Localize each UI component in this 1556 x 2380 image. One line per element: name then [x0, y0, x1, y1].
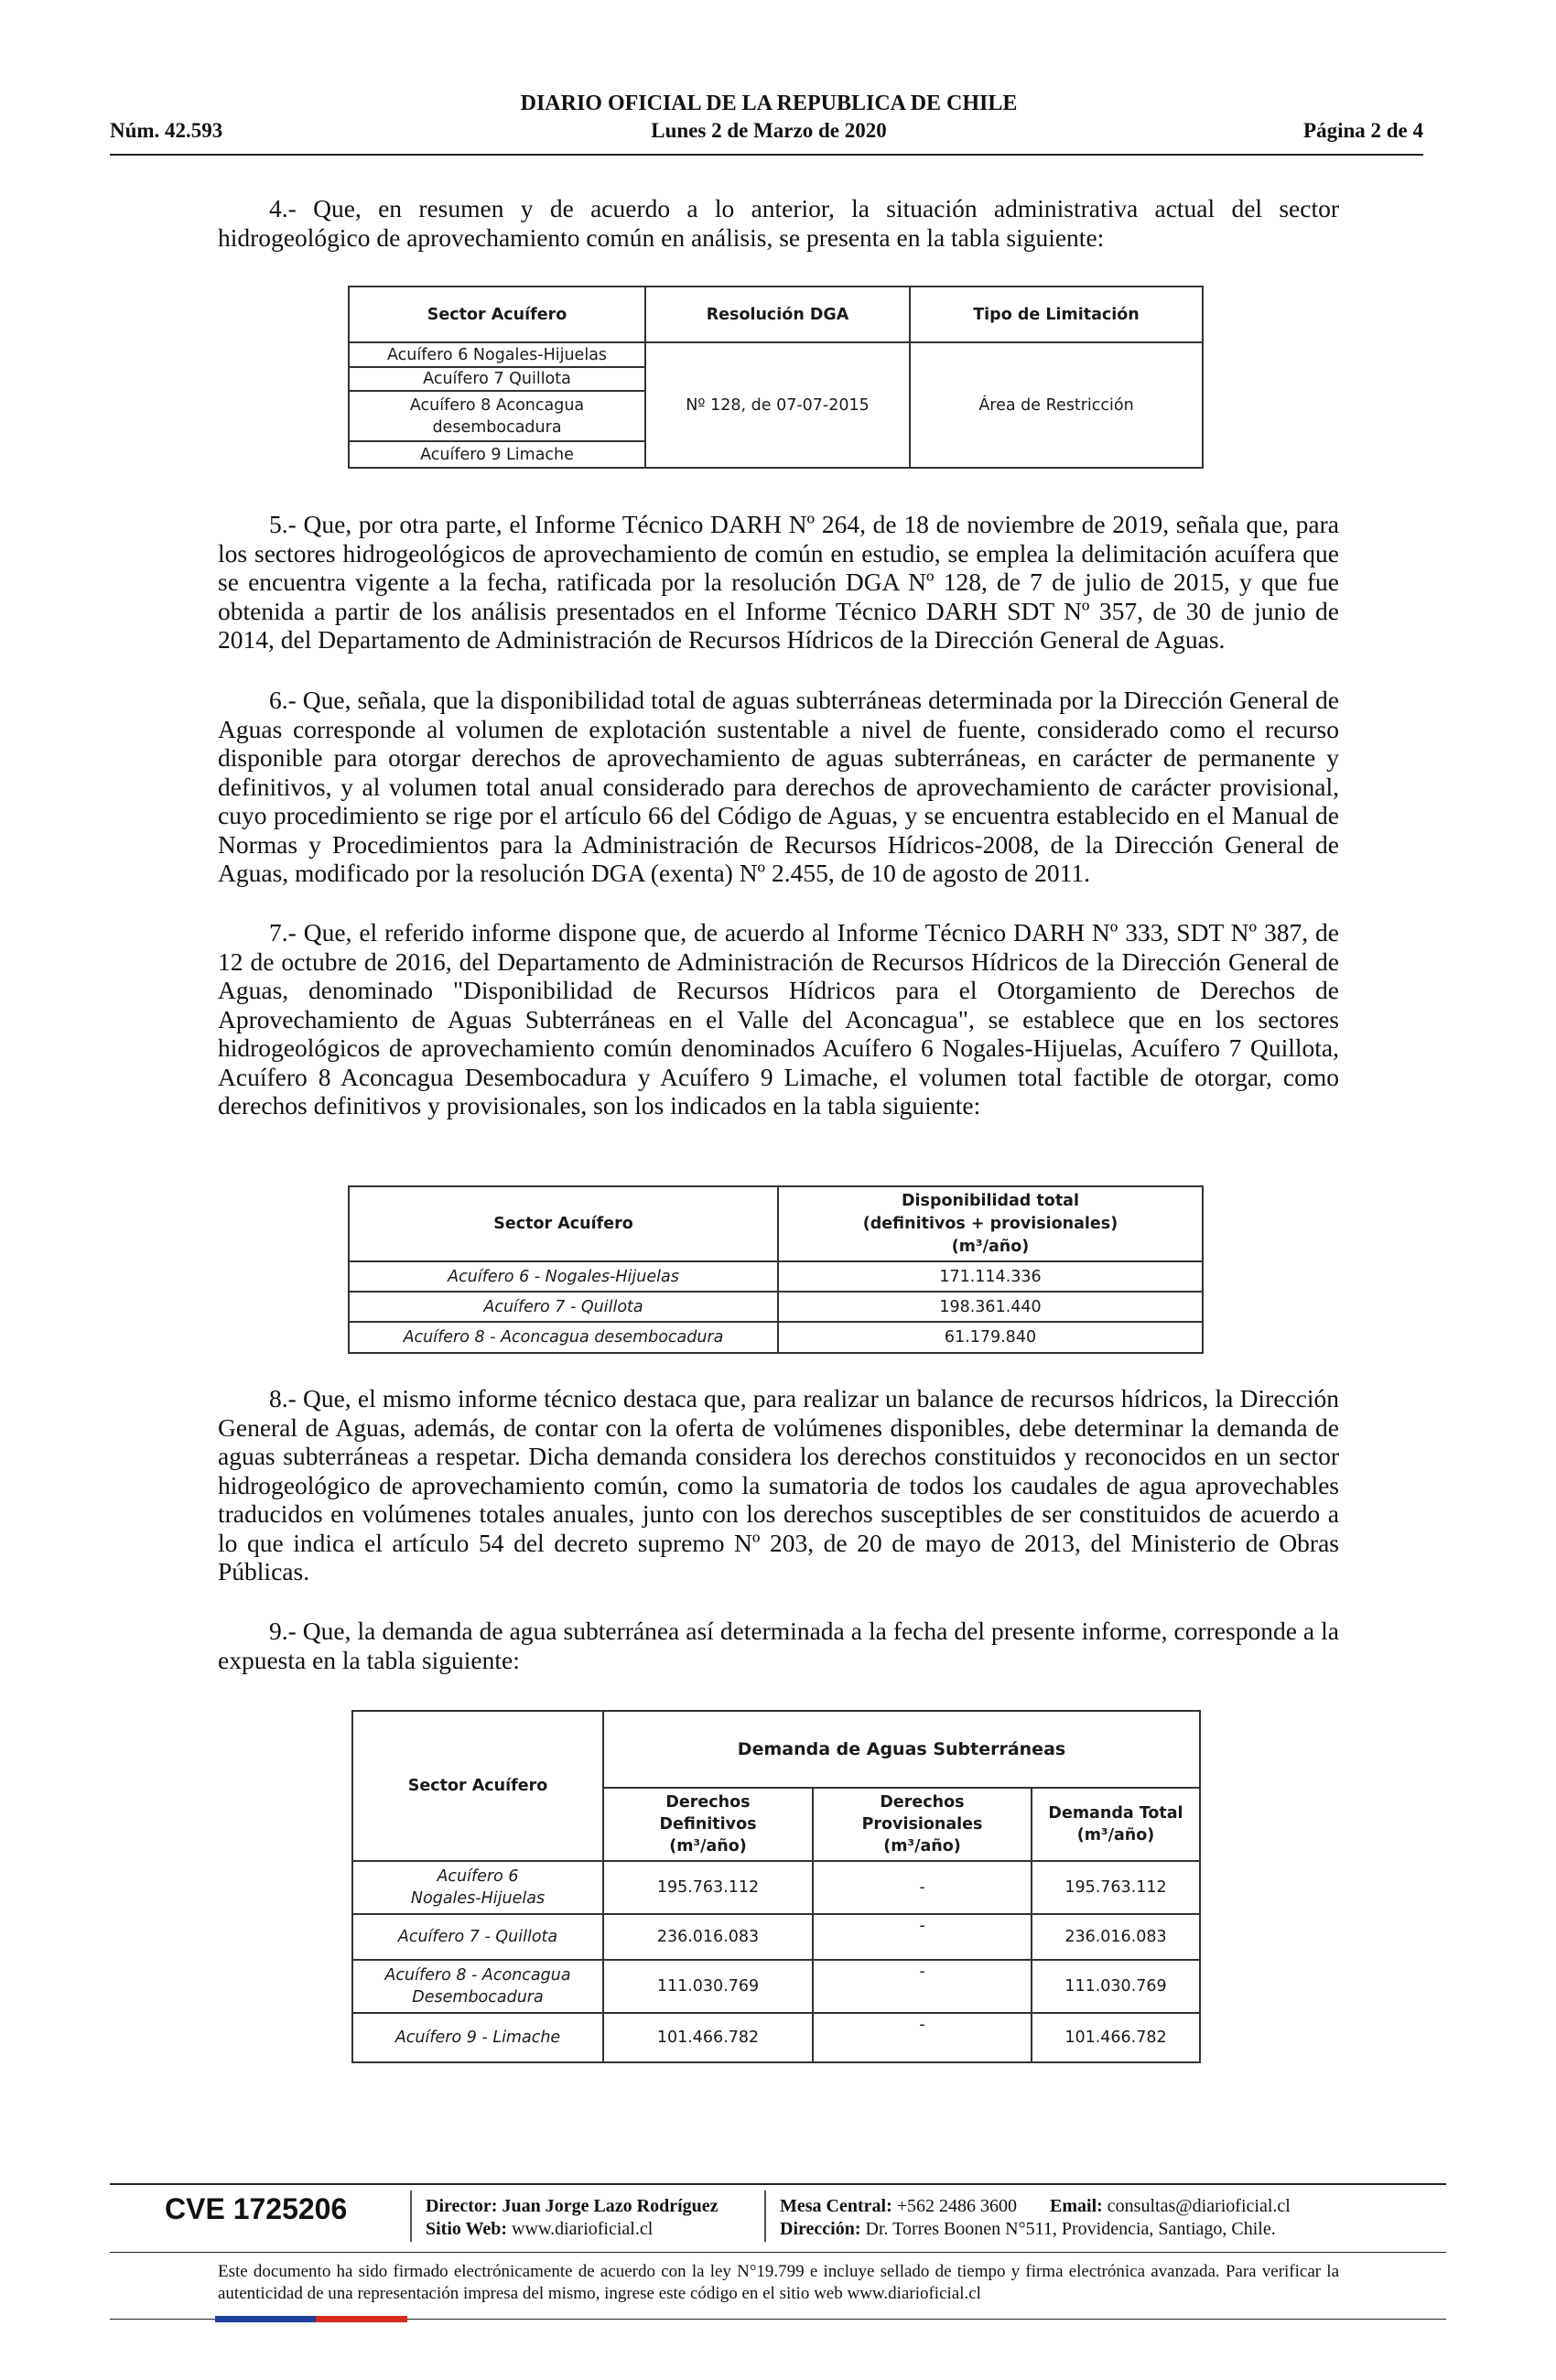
t3-header-provisional-unit: (m³/año): [883, 1837, 961, 1855]
t3-total-cell: 195.763.112: [1032, 1861, 1200, 1914]
t2-value-cell: 61.179.840: [778, 1322, 1203, 1353]
t3-provisional-cell: -: [813, 1914, 1032, 1960]
t3-definitive-cell: 111.030.769: [603, 1960, 813, 2013]
t3-definitive-cell: 101.466.782: [603, 2013, 813, 2062]
t3-header-definitive-unit: (m³/año): [669, 1837, 747, 1855]
t2-header-availability-line2: (definitivos + provisionales): [862, 1214, 1118, 1233]
t1-sector-cell: Acuífero 7 Quillota: [349, 367, 645, 392]
t2-header-sector: Sector Acuífero: [349, 1186, 778, 1261]
phone-number: +562 2486 3600: [896, 2196, 1018, 2216]
cve-code: CVE 1725206: [165, 2192, 348, 2225]
footer-divider-middle: [110, 2252, 1446, 2253]
t1-sector-cell: Acuífero 8 Aconcagua desembocadura: [349, 391, 645, 441]
t1-limitation-cell: Área de Restricción: [910, 342, 1203, 468]
paragraph-7: 7.- Que, el referido informe dispone que, de acuerdo al Informe Técnico DARH Nº 333, SDT Nº 387, de 12 de octubre de 2016, del Departamento de Administración de Recursos Hídricos de la Dirección General de Aguas, denominado "Disponibilidad de Recursos Hídricos para el Otorgamiento de Derechos de Aprovechamiento de Aguas Subterráneas en el Valle del Aconcagua", se establece que en los sectores hidrogeológicos de aprovechamiento común denominados Acuífero 6 Nogales-Hijuelas, Acuífero 7 Quillota, Acuífero 8 Aconcagua Desembocadura y Acuífero 9 Limache, el volumen total factible de otorgar, como derechos definitivos y provisionales, son los indicados en la tabla siguiente:: [218, 918, 1339, 1120]
t3-sector-cell: Acuífero 7 - Quillota: [352, 1914, 603, 1960]
paragraph-6: 6.- Que, señala, que la disponibilidad total de aguas subterráneas determinada por la Dirección General de Aguas corresponde al volumen de explotación sustentable a nivel de fuente, considerado como el recurso disponible para otorgar derechos de aprovechamiento de aguas subterráneas, en carácter de permanente y definitivos, y al volumen total anual considerado para derechos de aprovechamiento de carácter provisional, cuyo procedimiento se rige por el artículo 66 del Código de Aguas, y se encuentra establecido en el Manual de Normas y Procedimientos para la Administración de Recursos Hídricos-2008, de la Dirección General de Aguas, modificado por la resolución DGA (exenta) Nº 2.455, de 10 de agosto de 2011.: [218, 686, 1339, 887]
t2-value-cell: 171.114.336: [778, 1261, 1203, 1292]
issue-date: Lunes 2 de Marzo de 2020: [651, 119, 887, 142]
t1-header-resolution: Resolución DGA: [645, 287, 910, 342]
footer-director-block: [426, 2195, 719, 2241]
t3-definitive-cell: 195.763.112: [603, 1861, 813, 1914]
t1-header-sector: Sector Acuífero: [349, 287, 645, 342]
t2-sector-cell: Acuífero 7 - Quillota: [349, 1292, 778, 1322]
issue-number: Núm. 42.593: [110, 119, 223, 142]
paragraph-4: 4.- Que, en resumen y de acuerdo a lo anterior, la situación administrativa actual del sector hidrogeológico de aprovechamiento común en análisis, se presenta en la tabla siguiente:: [218, 194, 1339, 252]
email-label: Email:: [1050, 2196, 1103, 2216]
table-demand: [351, 1710, 1201, 2063]
t3-total-cell: 101.466.782: [1032, 2013, 1200, 2062]
flag-stripe-red: [316, 2316, 407, 2322]
footer-separator: [410, 2191, 412, 2242]
t3-header-provisional-line1: Derechos: [880, 1793, 965, 1812]
t3-sector-line2: Desembocadura: [412, 1988, 544, 2007]
t3-provisional-cell: -: [813, 1861, 1032, 1914]
t3-header-definitive: [603, 1788, 813, 1861]
address-label: Dirección:: [780, 2219, 861, 2239]
t2-header-availability-line1: Disponibilidad total: [902, 1191, 1079, 1210]
t3-provisional-cell: -: [813, 2013, 1032, 2062]
paragraph-9: 9.- Que, la demanda de agua subterránea así determinada a la fecha del presente informe, corresponde a la expuesta en la tabla siguiente:: [218, 1617, 1339, 1674]
t3-sector-line2: Nogales-Hijuelas: [410, 1889, 546, 1908]
t1-sector-cell: Acuífero 9 Limache: [349, 441, 645, 468]
t3-header-definitive-line2: Definitivos: [659, 1815, 757, 1834]
director-label: Director:: [426, 2196, 498, 2216]
email-link[interactable]: consultas@diarioficial.cl: [1107, 2196, 1291, 2216]
t3-header-definitive-line1: Derechos: [665, 1793, 751, 1812]
signature-note: Este documento ha sido firmado electrónicamente de acuerdo con la ley N°19.799 e incluye sellado de tiempo y firma electrónica avanzada. Para verificar la autenticidad de una representación impresa del mismo, ingrese este código en el sitio web www.diarioficial.cl: [218, 2262, 1339, 2303]
header-divider: [110, 154, 1423, 156]
t3-header-provisional-line2: Provisionales: [861, 1815, 983, 1834]
t2-sector-cell: Acuífero 6 - Nogales-Hijuelas: [349, 1261, 778, 1292]
t3-sector-line1: Acuífero 6: [437, 1867, 519, 1886]
address-text: Dr. Torres Boonen N°511, Providencia, Santiago, Chile.: [865, 2219, 1276, 2239]
paragraph-8: 8.- Que, el mismo informe técnico destaca que, para realizar un balance de recursos hídricos, la Dirección General de Aguas, además, de contar con la oferta de volúmenes disponibles, debe determinar la demanda de aguas subterráneas a respetar. Dicha demanda considera los derechos constituidos y reconocidos en un sector hidrogeológico de aprovechamiento común, como la sumatoria de todos los caudales de agua aprovechables traducidos en volúmenes totales anuales, junto con los derechos susceptibles de ser constituidos de acuerdo a lo que indica el artículo 54 del decreto supremo Nº 203, de 20 de mayo de 2013, del Ministerio de Obras Públicas.: [218, 1384, 1339, 1585]
site-link[interactable]: www.diarioficial.cl: [512, 2219, 654, 2239]
footer-contact-block: [780, 2195, 1291, 2241]
t3-sector-cell: [352, 1960, 603, 2013]
t1-resolution-cell: Nº 128, de 07-07-2015: [645, 342, 910, 468]
t3-header-total-unit: (m³/año): [1076, 1826, 1155, 1844]
t3-total-cell: 236.016.083: [1032, 1914, 1200, 1960]
t3-sector-cell: Acuífero 9 - Limache: [352, 2013, 603, 2062]
footer-separator: [764, 2191, 766, 2242]
footer-divider-top: [110, 2183, 1446, 2185]
paragraph-5: 5.- Que, por otra parte, el Informe Técnico DARH Nº 264, de 18 de noviembre de 2019, señala que, para los sectores hidrogeológicos de aprovechamiento de común en estudio, se emplea la delimitación acuífera que se encuentra vigente a la fecha, ratificada por la resolución DGA Nº 128, de 7 de julio de 2015, y que fue obtenida a partir de los análisis presentados en el Informe Técnico DARH SDT Nº 357, de 30 de junio de 2014, del Departamento de Administración de Recursos Hídricos de la Dirección General de Aguas.: [218, 510, 1339, 654]
t3-header-total-line1: Demanda Total: [1048, 1804, 1183, 1823]
t3-definitive-cell: 236.016.083: [603, 1914, 813, 1960]
t3-header-sector: Sector Acuífero: [352, 1711, 603, 1861]
t1-sector-cell: Acuífero 6 Nogales-Hijuelas: [349, 342, 645, 367]
t2-header-availability: [778, 1186, 1203, 1261]
t2-header-availability-unit: (m³/año): [951, 1237, 1030, 1256]
t3-header-total: [1032, 1788, 1200, 1861]
phone-label: Mesa Central:: [780, 2196, 892, 2216]
site-label: Sitio Web:: [426, 2219, 508, 2239]
t3-sector-line1: Acuífero 8 - Aconcagua: [384, 1966, 571, 1985]
t2-value-cell: 198.361.440: [778, 1292, 1203, 1322]
t2-sector-cell: Acuífero 8 - Aconcagua desembocadura: [349, 1322, 778, 1353]
page-number: Página 2 de 4: [1303, 119, 1423, 142]
director-name: Juan Jorge Lazo Rodríguez: [502, 2196, 719, 2216]
flag-stripe-blue: [215, 2316, 316, 2322]
table-availability: [348, 1185, 1204, 1354]
t3-total-cell: 111.030.769: [1032, 1960, 1200, 2013]
t3-provisional-cell: -: [813, 1960, 1032, 2013]
t1-header-limitation: Tipo de Limitación: [910, 287, 1203, 342]
t3-header-demand: Demanda de Aguas Subterráneas: [603, 1711, 1200, 1788]
publication-title: DIARIO OFICIAL DE LA REPUBLICA DE CHILE: [520, 92, 1018, 115]
t3-sector-cell: [352, 1861, 603, 1914]
t3-header-provisional: [813, 1788, 1032, 1861]
table-restriction-status: [348, 286, 1204, 469]
